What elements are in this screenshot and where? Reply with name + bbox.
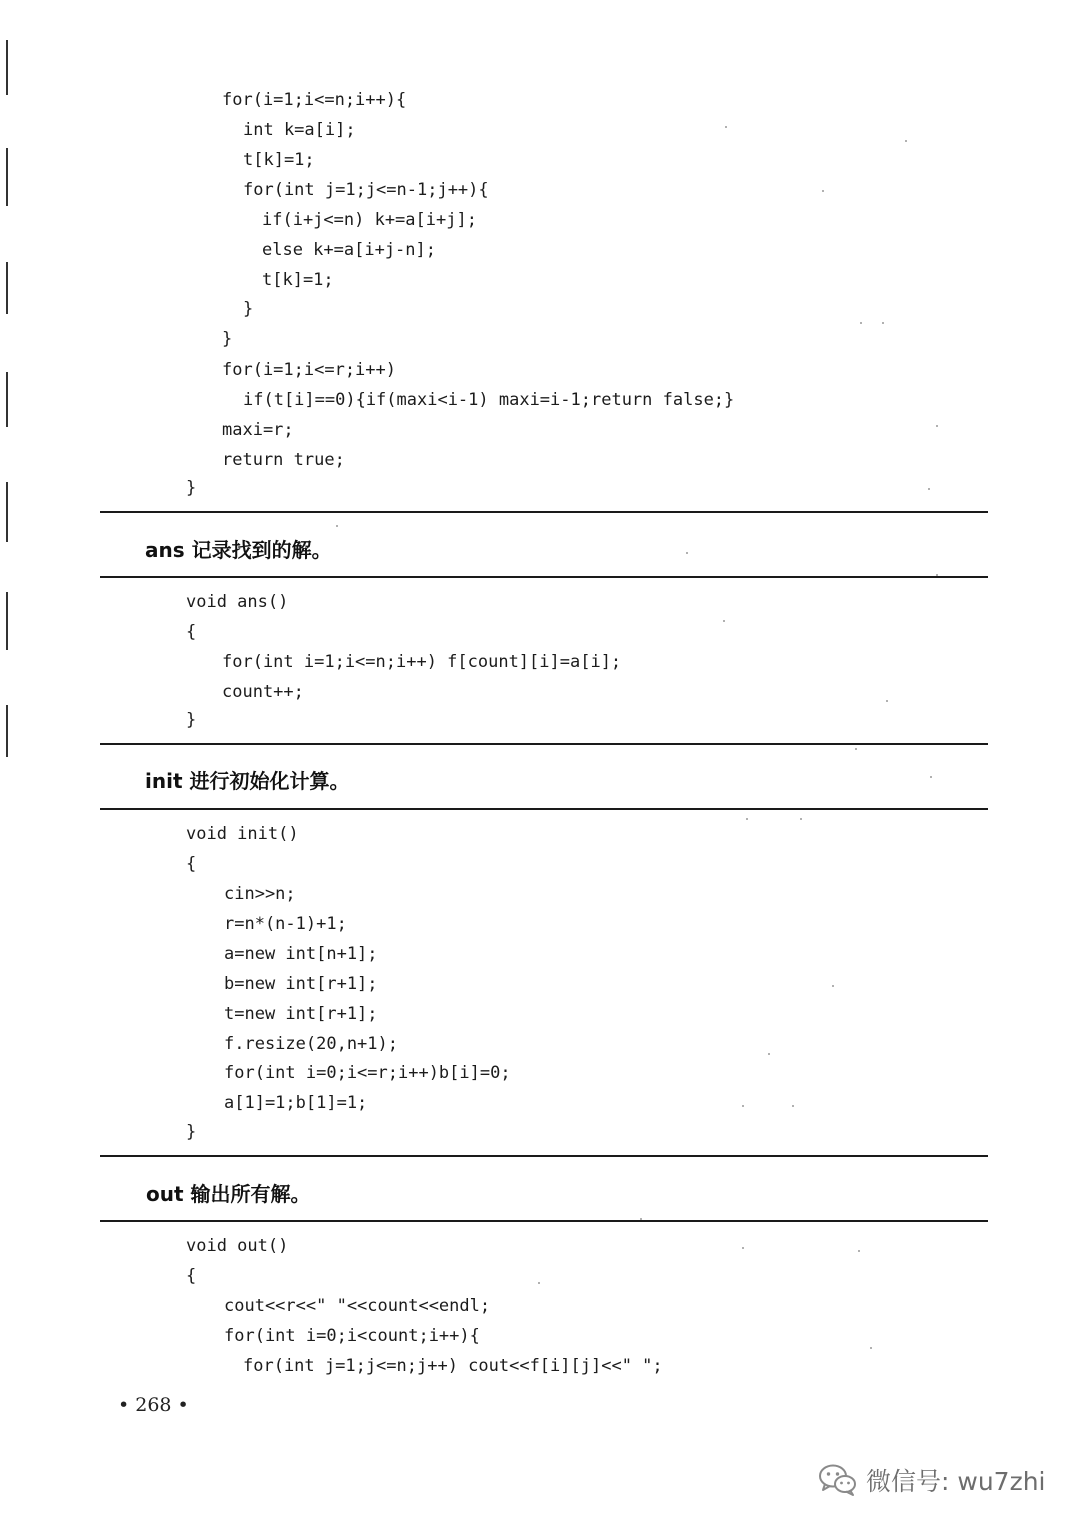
- section-title-init: init 进行初始化计算。: [145, 769, 350, 793]
- code-line: r=n*(n-1)+1;: [224, 914, 347, 934]
- code-line: {: [186, 854, 197, 874]
- code-line: void init(): [186, 824, 299, 844]
- scan-speck: [928, 488, 930, 490]
- code-line: for(i=1;i<=r;i++): [222, 360, 396, 380]
- code-line: return true;: [222, 450, 345, 470]
- code-line: t=new int[r+1];: [224, 1004, 378, 1024]
- code-line: {: [186, 622, 197, 642]
- code-line: }: [186, 710, 197, 730]
- binding-mark: [6, 372, 8, 427]
- code-line: else k+=a[i+j-n];: [262, 240, 436, 260]
- section-title-ans: ans 记录找到的解。: [145, 538, 332, 562]
- scan-speck: [725, 126, 727, 128]
- code-line: if(t[i]==0){if(maxi<i-1) maxi=i-1;return false;}: [243, 390, 735, 410]
- code-line: for(int j=1;j<=n;j++) cout<<f[i][j]<<" ";: [243, 1356, 663, 1376]
- page-number: • 268 •: [118, 1394, 189, 1416]
- section-rule: [100, 808, 988, 810]
- scan-speck: [742, 1247, 744, 1249]
- code-line: {: [186, 1266, 197, 1286]
- scan-speck: [870, 1347, 872, 1349]
- code-line: for(int j=1;j<=n-1;j++){: [243, 180, 489, 200]
- section-rule: [100, 576, 988, 578]
- binding-mark: [6, 148, 8, 206]
- code-line: if(i+j<=n) k+=a[i+j];: [262, 210, 477, 230]
- scan-speck: [746, 818, 748, 820]
- scan-speck: [855, 748, 857, 750]
- code-line: maxi=r;: [222, 420, 294, 440]
- section-rule: [100, 1220, 988, 1222]
- code-line: int k=a[i];: [243, 120, 356, 140]
- scan-speck: [723, 620, 725, 622]
- scan-speck: [930, 776, 932, 778]
- code-line: cout<<r<<" "<<count<<endl;: [224, 1296, 491, 1316]
- code-line: void ans(): [186, 592, 289, 612]
- code-line: }: [222, 329, 233, 349]
- watermark: [818, 1460, 1045, 1500]
- scan-speck: [640, 1218, 642, 1220]
- scan-speck: [936, 574, 938, 576]
- scan-speck: [800, 818, 802, 820]
- code-line: a[1]=1;b[1]=1;: [224, 1093, 368, 1113]
- watermark-text: 微信号: wu7zhi: [866, 1467, 1046, 1496]
- code-line: for(int i=0;i<=r;i++)b[i]=0;: [224, 1063, 511, 1083]
- code-line: void out(): [186, 1236, 289, 1256]
- section-rule: [100, 1155, 988, 1157]
- scan-speck: [792, 1105, 794, 1107]
- binding-mark: [6, 592, 8, 650]
- scan-speck: [686, 552, 688, 554]
- scan-speck: [822, 190, 824, 192]
- code-line: b=new int[r+1];: [224, 974, 378, 994]
- scan-speck: [832, 985, 834, 987]
- scan-speck: [768, 1053, 770, 1055]
- code-line: f.resize(20,n+1);: [224, 1034, 398, 1054]
- scan-speck: [858, 1250, 860, 1252]
- wechat-icon: [818, 1463, 858, 1497]
- binding-mark: [6, 40, 8, 95]
- scan-speck: [905, 140, 907, 142]
- binding-mark: [6, 482, 8, 542]
- scan-speck: [936, 425, 938, 427]
- code-line: t[k]=1;: [243, 150, 315, 170]
- code-line: }: [186, 1122, 197, 1142]
- code-line: for(int i=0;i<count;i++){: [224, 1326, 480, 1346]
- section-rule: [100, 743, 988, 745]
- scan-speck: [336, 525, 338, 527]
- code-line: a=new int[n+1];: [224, 944, 378, 964]
- code-line: t[k]=1;: [262, 270, 334, 290]
- code-line: }: [186, 478, 197, 498]
- section-title-out: out 输出所有解。: [146, 1182, 311, 1206]
- binding-mark: [6, 705, 8, 757]
- code-line: count++;: [222, 682, 304, 702]
- code-line: cin>>n;: [224, 884, 296, 904]
- code-line: for(i=1;i<=n;i++){: [222, 90, 407, 110]
- code-line: for(int i=1;i<=n;i++) f[count][i]=a[i];: [222, 652, 622, 672]
- scan-speck: [538, 1282, 540, 1284]
- code-line: }: [243, 299, 254, 319]
- scan-speck: [882, 322, 884, 324]
- scan-speck: [742, 1105, 744, 1107]
- binding-mark: [6, 262, 8, 314]
- scan-speck: [860, 322, 862, 324]
- section-rule: [100, 511, 988, 513]
- scan-speck: [886, 700, 888, 702]
